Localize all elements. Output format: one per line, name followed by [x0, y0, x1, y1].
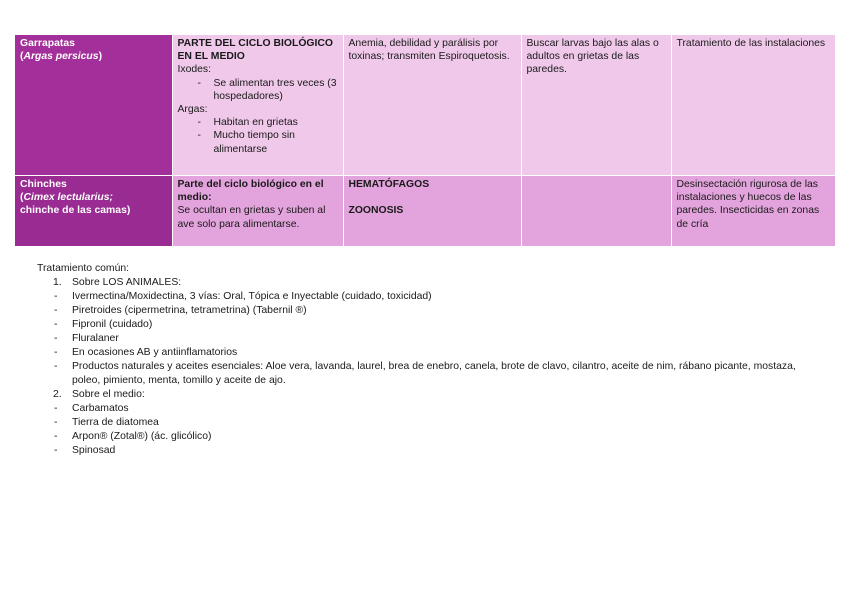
list-marker: - [54, 319, 58, 330]
argas-list [178, 116, 339, 156]
list-text: Fipronil (cuidado) [72, 319, 153, 330]
list-text: Tierra de diatomea [72, 417, 159, 428]
table-row [15, 176, 835, 247]
effects-cell: Anemia, debilidad y parálisis por toxinas; transmiten Espiroquetosis. [343, 35, 521, 176]
list-item [37, 318, 797, 332]
list-item [37, 276, 797, 290]
ixodes-label: Ixodes: [177, 64, 212, 76]
list-item [37, 444, 797, 458]
list-item [37, 388, 797, 402]
argas-label: Argas: [177, 104, 208, 116]
list-text: Ivermectina/Moxidectina, 3 vías: Oral, Tópica e Inyectable (cuidado, toxicidad) [72, 291, 432, 302]
cycle-title: PARTE DEL CICLO BIOLÓGICO EN EL MEDIO [177, 38, 333, 63]
notes-list [37, 276, 797, 458]
effects-line: ZOONOSIS [348, 205, 404, 217]
list-item [37, 430, 797, 444]
treatment-cell: Desinsectación rigurosa de las instalaciones y huecos de las paredes. Insecticidas en zonas de cría [671, 176, 835, 247]
list-text: Spinosad [72, 445, 116, 456]
list-item [37, 332, 797, 346]
biological-cycle-cell [172, 35, 343, 176]
cycle-title: Parte del ciclo biológico en el medio: [177, 179, 324, 204]
list-item [37, 416, 797, 430]
list-marker: 2. [53, 389, 62, 400]
diagnosis-cell [521, 176, 671, 247]
list-item [37, 290, 797, 304]
parasite-table [15, 35, 836, 247]
list-item: - Mucho tiempo sin alimentarse [198, 129, 339, 155]
list-marker: - [54, 445, 58, 456]
list-marker: - [54, 361, 58, 372]
common-treatment-notes [37, 262, 797, 458]
list-text: Productos naturales y aceites esenciales: Aloe vera, lavanda, laurel, brea de enebro, canela, brote de clavo, cilantro, aceite de nim, rábano picante, mostaza, poleo, pimiento, menta, tomillo y aceite de ajo. [72, 361, 796, 386]
list-item [37, 360, 797, 388]
biological-cycle-cell [172, 176, 343, 247]
list-item: - Se alimentan tres veces (3 hospedadores) [198, 77, 339, 103]
list-marker: - [54, 431, 58, 442]
list-text: Fluralaner [72, 333, 119, 344]
cycle-text: Se ocultan en grietas y suben al ave solo para alimentarse. [177, 205, 326, 230]
table-row [15, 35, 835, 176]
list-marker: - [54, 291, 58, 302]
spacer [349, 191, 517, 204]
parasite-name-cell [15, 176, 172, 247]
list-text: Arpon® (Zotal®) (ác. glicólico) [72, 431, 212, 442]
list-marker: 1. [53, 277, 62, 288]
parasite-name: Garrapatas [20, 38, 75, 49]
list-text: Sobre el medio: [72, 389, 145, 400]
list-marker: - [54, 347, 58, 358]
list-item [37, 304, 797, 318]
effects-cell [343, 176, 521, 247]
list-marker: - [54, 333, 58, 344]
list-item [37, 402, 797, 416]
list-text: Sobre LOS ANIMALES: [72, 277, 182, 288]
parasite-common-name: chinche de las camas) [20, 205, 131, 217]
ixodes-list [178, 77, 339, 103]
list-item: - Habitan en grietas [198, 116, 339, 129]
parasite-species: (Cimex lectularius; [20, 192, 113, 204]
parasite-name-cell [15, 35, 172, 176]
list-marker: - [54, 403, 58, 414]
list-text: Piretroides (cipermetrina, tetrametrina) (Tabernil ®) [72, 305, 307, 316]
effects-line: HEMATÓFAGOS [348, 179, 430, 190]
list-text: Carbamatos [72, 403, 129, 414]
list-marker: - [54, 417, 58, 428]
list-marker: - [54, 305, 58, 316]
list-item [37, 346, 797, 360]
parasite-species: (Argas persicus) [20, 51, 103, 63]
treatment-cell: Tratamiento de las instalaciones [671, 35, 835, 176]
list-text: En ocasiones AB y antiinflamatorios [72, 347, 238, 358]
parasite-name: Chinches [20, 179, 67, 190]
notes-heading: Tratamiento común: [37, 263, 130, 274]
diagnosis-cell: Buscar larvas bajo las alas o adultos en grietas de las paredes. [521, 35, 671, 176]
